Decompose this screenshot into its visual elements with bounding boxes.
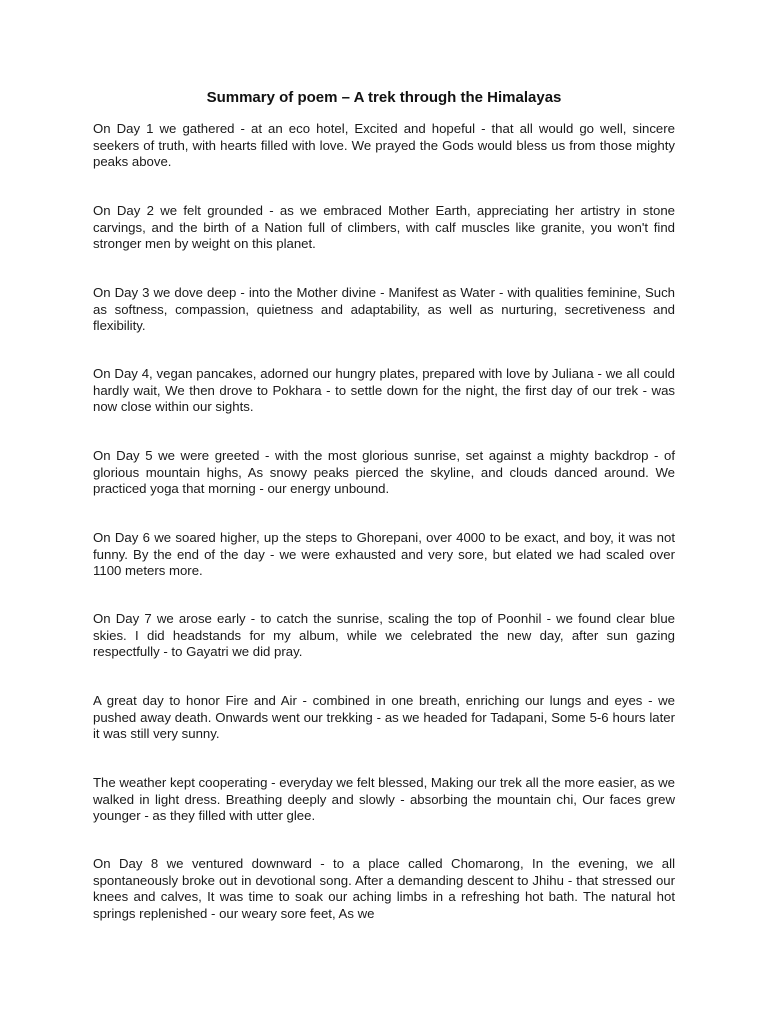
paragraph-day-4: On Day 4, vegan pancakes, adorned our hungry plates, prepared with love by Juliana - we all could hardly wait, We then drove to Pokhara - to settle down for the night, the first day of our trek - was now close within our sights.: [93, 366, 675, 414]
paragraph-weather: The weather kept cooperating - everyday we felt blessed, Making our trek all the more easier, as we walked in light dress. Breathing deeply and slowly - absorbing the mountain chi, Our faces grew younger - as they filled with utter glee.: [93, 775, 676, 823]
paragraph-day-5: On Day 5 we were greeted - with the most glorious sunrise, set against a mighty backdrop - of glorious mountain highs, As snowy peaks pierced the skyline, and clouds danced around. We practiced yoga that morning - our energy unbound.: [93, 448, 675, 496]
paragraph-fire-and-air: A great day to honor Fire and Air - combined in one breath, enriching our lungs and eyes - we pushed away death. Onwards went our trekking - as we headed for Tadapani, Some 5-6 hours later it was still very sunny.: [93, 693, 675, 741]
paragraph-day-8: On Day 8 we ventured downward - to a place called Chomarong, In the evening, we all spontaneously broke out in devotional song. After a demanding descent to Jhihu - that stressed our knees and calves, It was time to soak our aching limbs in a refreshing hot bath. The natural hot springs replenished - our weary sore feet, As we: [93, 856, 675, 921]
paragraph-day-1: On Day 1 we gathered - at an eco hotel, Excited and hopeful - that all would go well, sincere seekers of truth, with hearts filled with love. We prayed the Gods would bless us from those mighty peaks above.: [93, 121, 675, 169]
paragraph-day-7: On Day 7 we arose early - to catch the sunrise, scaling the top of Poonhil - we found clear blue skies. I did headstands for my album, while we celebrated the new day, after sun gazing respectfully - to Gayatri we did pray.: [93, 611, 675, 659]
paragraph-day-3: On Day 3 we dove deep - into the Mother divine - Manifest as Water - with qualities feminine, Such as softness, compassion, quietness and adaptability, as well as nurturing, secretiveness and flexibility.: [93, 285, 675, 333]
paragraph-day-6: On Day 6 we soared higher, up the steps to Ghorepani, over 4000 to be exact, and boy, it was not funny. By the end of the day - we were exhausted and very sore, but elated we had scaled over 1100 meters more.: [93, 530, 675, 578]
paragraph-day-2: On Day 2 we felt grounded - as we embraced Mother Earth, appreciating her artistry in stone carvings, and the birth of a Nation full of climbers, with calf muscles like granite, you won't find stronger men by weight on this planet.: [93, 203, 675, 251]
document-title: Summary of poem – A trek through the Himalayas: [206, 89, 562, 106]
